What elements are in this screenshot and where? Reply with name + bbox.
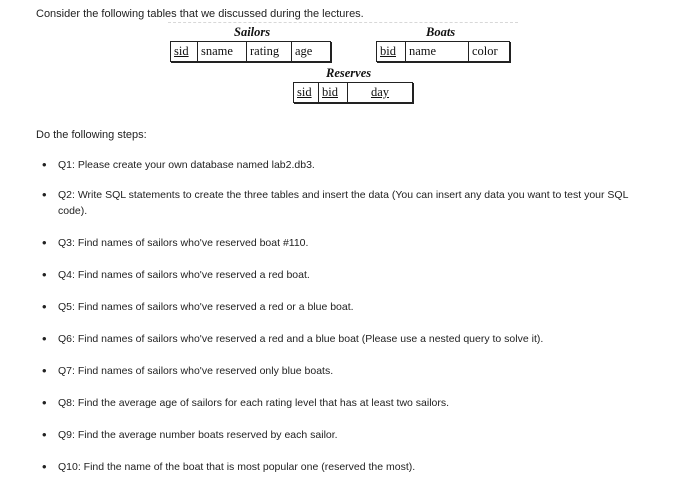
reserves-col-bid: bid [319,83,348,102]
step-item: • Q8: Find the average age of sailors for each rating level that has at least two sailors. [40,395,660,411]
boats-schema [376,41,510,62]
step-item: • Q2: Write SQL statements to create the three tables and insert the data (You can insert any data you want to test your SQL code). [40,187,660,219]
sailors-col-age: age [295,44,313,58]
step-item: • Q5: Find names of sailors who've reserved a red or a blue boat. [40,299,660,315]
step-item: • Q9: Find the average number boats reserved by each sailor. [40,427,660,443]
boats-col-color: color [472,44,498,58]
step-item: • Q7: Find names of sailors who've reserved only blue boats. [40,363,660,379]
sailors-col-sid: sid [171,42,198,61]
intro-text: Consider the following tables that we discussed during the lectures. [36,8,364,20]
sailors-schema [170,41,331,62]
step-item: • Q4: Find names of sailors who've reserved a red boat. [40,267,660,283]
step-item: • Q3: Find names of sailors who've reserved boat #110. [40,235,660,251]
boats-table-title: Boats [426,25,456,39]
sailors-col-sname: sname [198,42,247,61]
reserves-table-title: Reserves [326,66,372,80]
schema-figure [168,22,518,105]
step-item: • Q10: Find the name of the boat that is most popular one (reserved the most). [40,459,660,475]
boats-col-bid: bid [377,42,406,61]
sailors-table-title: Sailors [234,25,271,39]
reserves-col-sid: sid [294,83,319,102]
reserves-col-day: day [370,85,390,99]
boats-col-name: name [406,42,469,61]
reserves-schema [293,82,413,103]
steps-heading: Do the following steps: [36,129,147,141]
sailors-col-rating: rating [247,42,292,61]
step-item: • Q6: Find names of sailors who've reserved a red and a blue boat (Please use a nested query to solve it). [40,331,660,347]
step-item: • Q1: Please create your own database named lab2.db3. [40,157,660,173]
steps-list [40,152,660,475]
